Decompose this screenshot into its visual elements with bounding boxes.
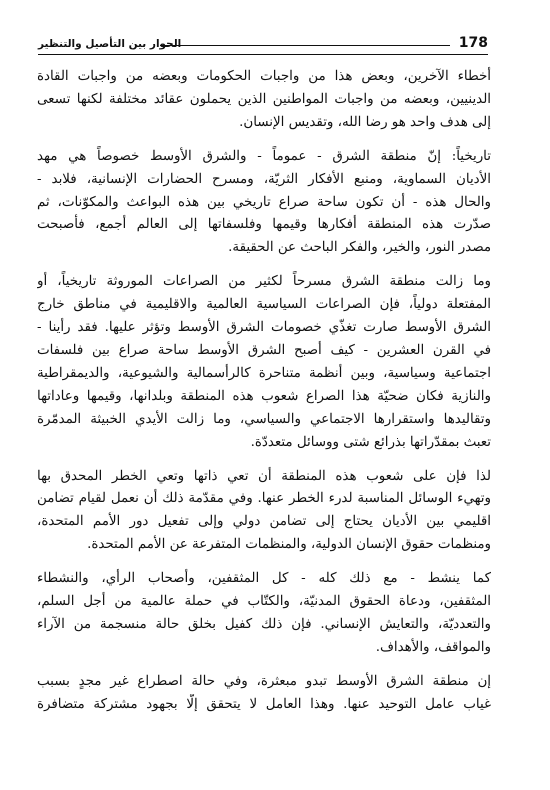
- running-title: الحوار بين التأصيل والتنظير: [38, 38, 182, 50]
- paragraph: [37, 66, 491, 135]
- text-line: وتقاليدها واستقرارها الاجتماعي والسياسي، وما زالت الأيدي الخبيثة المدمّرة: [37, 411, 491, 427]
- text-line: صدّرت هذه المنطقة أفكارها وقيمها وفلسفاتها إلى العالم أجمع، فأصبحت: [37, 217, 491, 233]
- text-line: والنازية فكان ضحيّة هذا الصراع شعوب هذه المنطقة وبلدانها، وقيمها وعاداتها: [37, 388, 491, 404]
- text-line: ومنظمات حقوق الإنسان الدولية، والمنظمات المتفرعة عن الأمم المتحدة.: [87, 537, 491, 553]
- text-line: اجتماعية وسياسية، وبين أنظمة متناحرة كالرأسمالية والشيوعية، والديمقراطية: [37, 365, 491, 381]
- text-line: كما ينشط - مع ذلك كله - كل المثقفين، وأصحاب الرأي، والنشطاء: [37, 571, 491, 587]
- text-line: الدينيين، وبعضه من واجبات المواطنين الذين يحملون عقائد مختلفة لكنها تسعى: [37, 91, 491, 107]
- text-line: تاريخياً: إنّ منطقة الشرق - عموماً - والشرق الأوسط خصوصاً هي مهد: [37, 148, 491, 164]
- text-line: والتعدديّة، والتعايش الإنساني. فإن ذلك كفيل بخلق حالة منسجمة من الآراء: [37, 616, 491, 632]
- paragraph: [37, 271, 491, 454]
- text-line: تعبث بمقدّراتها بذرائع شتى ووسائل متعددّة.: [250, 434, 491, 450]
- paragraph: [37, 146, 491, 261]
- header-rule-middle: [160, 45, 450, 46]
- text-line: وما زالت منطقة الشرق مسرحاً لكثير من الصراعات الموروثة تاريخياً، أو: [37, 274, 491, 290]
- text-line: والحال هذه - أن تكون ساحة صراع تاريخي بين هذه البواعث والمكوّنات، ثم: [37, 194, 491, 210]
- text-line: وتهيء الوسائل المناسبة لدرء الخطر عنها. وفي مقدّمة ذلك أن نعمل لقيام تضامن: [37, 491, 491, 507]
- paragraph: [37, 568, 491, 660]
- text-line: الأديان السماوية، ومنبع الأفكار الثريّة، ومسرح الحضارات الإنسانية، فلابد -: [37, 171, 491, 187]
- text-line: إن منطقة الشرق الأوسط تبدو مبعثرة، وفي حالة اصطراع غير مجدٍ بسبب: [37, 673, 491, 689]
- page-number: 178: [458, 35, 488, 51]
- header-rule: [38, 54, 488, 55]
- text-line: الشرق الأوسط صارت تغذّي خصومات الشرق الأوسط وتؤثر عليها. فقد رأينا -: [37, 320, 491, 336]
- text-line: لذا فإن على شعوب هذه المنطقة أن تعي ذاتها وتعي الخطر المحدق بها: [37, 468, 491, 484]
- paragraph: [37, 466, 491, 558]
- text-line: والمواقف، والأهداف.: [375, 639, 491, 655]
- text-line: إلى هدف واحد هو رضا الله، وتقديس الإنسان.: [239, 114, 491, 130]
- paragraph: [37, 671, 491, 717]
- text-line: غياب عامل التوحيد عنها. وهذا العامل لا يتحقق إلّا بجهود مشتركة متضافرة: [37, 696, 491, 712]
- text-line: مصدر النور، والخير، والفكر الباحث عن الحقيقة.: [228, 240, 491, 256]
- text-line: اقليمي بين الأديان يحتاج إلى تضامن دولي وإلى تفعيل دور الأمم المتحدة،: [37, 514, 491, 530]
- text-line: في القرن العشرين - كيف أصبح الشرق الأوسط ساحة صراع بين فلسفات: [37, 342, 491, 358]
- text-line: المفتعلة دولياً، فإن الصراعات السياسية العالمية والاقليمية في مناطق خارج: [37, 297, 491, 313]
- page-header: [38, 33, 488, 55]
- body-text: [37, 66, 491, 728]
- text-line: المثقفين، ودعاة الحقوق المدنيّة، والكتّاب في حملة عالمية من أجل السلم،: [37, 594, 491, 610]
- text-line: أخطاء الآخرين، وبعض هذا من واجبات الحكومات وبعضه من واجبات القادة: [37, 69, 491, 84]
